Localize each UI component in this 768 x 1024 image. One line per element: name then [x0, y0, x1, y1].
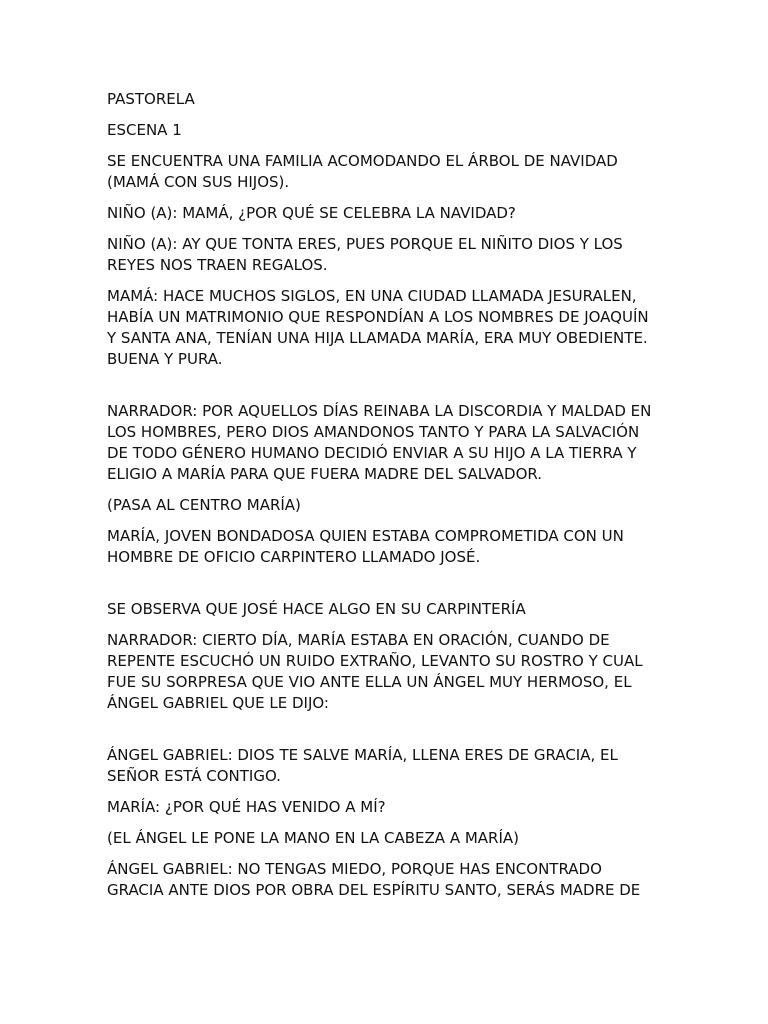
- document-body: [107, 89, 667, 911]
- stage-direction: (PASA AL CENTRO MARÍA): [107, 496, 301, 514]
- dialogue-line: MARÍA: ¿POR QUÉ HAS VENIDO A MÍ?: [107, 798, 386, 816]
- narration-line: NARRADOR: CIERTO DÍA, MARÍA ESTABA EN ORACIÓN, CUANDO DE REPENTE ESCUCHÓ UN RUIDO EXTRAÑO, LEVANTO SU ROSTRO Y CUAL FUE SU SORPRESA QUE VIO ANTE ELLA UN ÁNGEL MUY HERMOSO, EL ÁNGEL GABRIEL QUE LE DIJO:: [107, 631, 643, 712]
- scene-heading: ESCENA 1: [107, 121, 182, 139]
- narration-line: MARÍA, JOVEN BONDADOSA QUIEN ESTABA COMPROMETIDA CON UN HOMBRE DE OFICIO CARPINTERO LLAMADO JOSÉ.: [107, 527, 624, 566]
- blank-line: [107, 380, 667, 401]
- dialogue-line: NIÑO (A): AY QUE TONTA ERES, PUES PORQUE EL NIÑITO DIOS Y LOS REYES NOS TRAEN REGALOS.: [107, 235, 623, 274]
- narration-line: NARRADOR: POR AQUELLOS DÍAS REINABA LA DISCORDIA Y MALDAD EN LOS HOMBRES, PERO DIOS AMANDONOS TANTO Y PARA LA SALVACIÓN DE TODO GÉNERO HUMANO DECIDIÓ ENVIAR A SU HIJO A LA TIERRA Y ELIGIO A MARÍA PARA QUE FUERA MADRE DEL SALVADOR.: [107, 402, 652, 483]
- blank-line: [107, 724, 667, 745]
- stage-direction: SE ENCUENTRA UNA FAMILIA ACOMODANDO EL ÁRBOL DE NAVIDAD (MAMÁ CON SUS HIJOS).: [107, 152, 618, 191]
- dialogue-line: ÁNGEL GABRIEL: DIOS TE SALVE MARÍA, LLENA ERES DE GRACIA, EL SEÑOR ESTÁ CONTIGO.: [107, 746, 618, 785]
- stage-direction: (EL ÁNGEL LE PONE LA MANO EN LA CABEZA A MARÍA): [107, 829, 520, 847]
- dialogue-line: MAMÁ: HACE MUCHOS SIGLOS, EN UNA CIUDAD LLAMADA JESURALEN, HABÍA UN MATRIMONIO QUE RESPONDÍAN A LOS NOMBRES DE JOAQUÍN Y SANTA ANA, TENÍAN UNA HIJA LLAMADA MARÍA, ERA MUY OBEDIENTE. BUENA Y PURA.: [107, 287, 649, 368]
- document-title: PASTORELA: [107, 90, 195, 108]
- dialogue-line: NIÑO (A): MAMÁ, ¿POR QUÉ SE CELEBRA LA NAVIDAD?: [107, 204, 516, 222]
- stage-direction: SE OBSERVA QUE JOSÉ HACE ALGO EN SU CARPINTERÍA: [107, 600, 526, 618]
- dialogue-line: ÁNGEL GABRIEL: NO TENGAS MIEDO, PORQUE HAS ENCONTRADO GRACIA ANTE DIOS POR OBRA DEL ESPÍRITU SANTO, SERÁS MADRE DE: [107, 860, 641, 899]
- blank-line: [107, 578, 667, 599]
